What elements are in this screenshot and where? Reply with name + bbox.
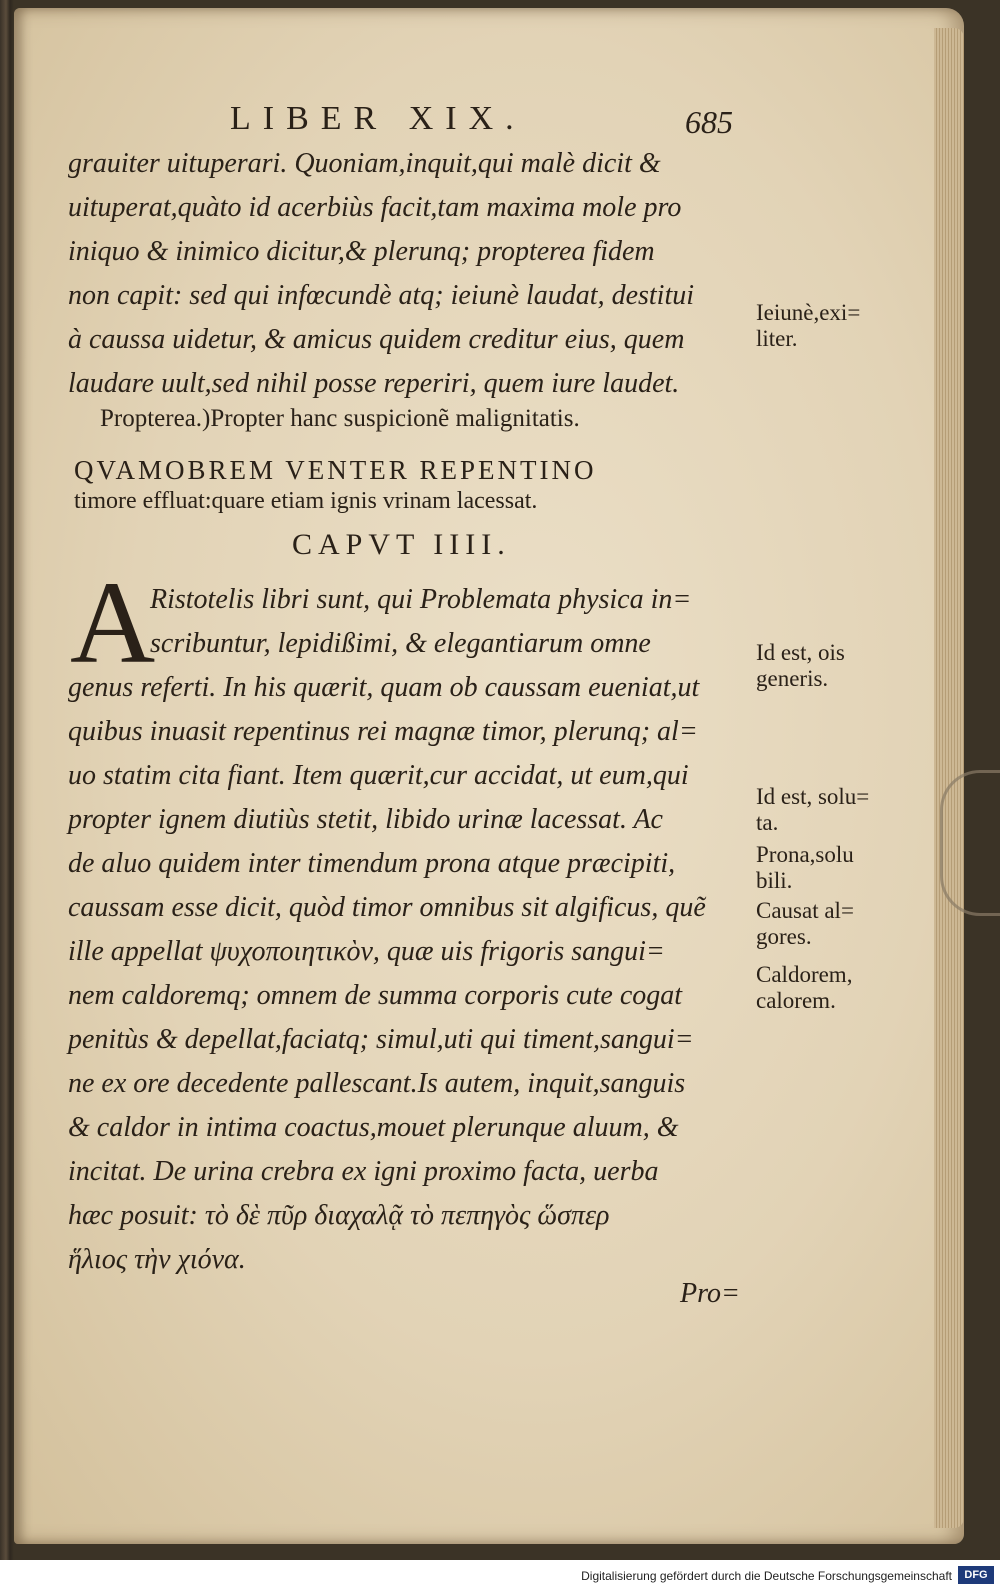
footer-bar <box>0 1560 1000 1591</box>
margin-note <box>756 898 906 950</box>
dfg-logo-icon: DFG <box>958 1566 994 1584</box>
text-line: grauiter uituperari. Quoniam,inquit,qui malè dicit & <box>68 148 661 179</box>
funding-credit: Digitalisierung gefördert durch die Deutsche Forschungsgemeinschaft <box>581 1569 952 1583</box>
margin-note-line: Ieiunè,exi= <box>756 300 861 325</box>
text-line: penitùs & depellat,faciatq; simul,uti qui timent,sangui= <box>68 1024 694 1055</box>
chapter-subheading: timore effluat:quare etiam ignis vrinam lacessat. <box>74 488 538 514</box>
margin-note-line: bili. <box>756 868 793 893</box>
text-line: scribuntur, lepidißimi, & elegantiarum omne <box>150 628 651 659</box>
text-line: caussam esse dicit, quòd timor omnibus sit algificus, quẽ <box>68 892 706 923</box>
text-line: à caussa uidetur, & amicus quidem creditur eius, quem <box>68 324 685 355</box>
margin-note <box>756 640 906 692</box>
text-line: ne ex ore decedente pallescant.Is autem, inquit,sanguis <box>68 1068 686 1099</box>
text-line: & caldor in intima coactus,mouet plerunque aluum, & <box>68 1112 679 1143</box>
text-line: ἥλιος τὴν χιόνα. <box>68 1244 246 1275</box>
text-line: laudare uult,sed nihil posse reperiri, quem iure laudet. <box>68 368 680 399</box>
page-header <box>230 100 770 140</box>
page-number: 685 <box>685 104 733 140</box>
text-line: uituperat,quàto id acerbiùs facit,tam maxima mole pro <box>68 192 682 223</box>
text-line: ille appellat ψυχοποιητικὸν, quæ uis frigoris sangui= <box>68 936 665 967</box>
chapter-text <box>68 578 768 1282</box>
text-line: non capit: sed qui infœcundè atq; ieiunè laudat, destitui <box>68 280 695 311</box>
margin-note-line: Prona,solu <box>756 842 854 867</box>
margin-note <box>756 842 906 894</box>
margin-note-line: Id est, solu= <box>756 784 870 809</box>
text-line: incitat. De urina crebra ex igni proximo facta, uerba <box>68 1156 659 1187</box>
gloss-line: Propterea.)Propter hanc suspicionẽ malignitatis. <box>100 405 580 432</box>
margin-note-line: Causat al= <box>756 898 854 923</box>
text-line: de aluo quidem inter timendum prona atque præcipiti, <box>68 848 676 879</box>
margin-note <box>756 784 906 836</box>
margin-note-line: liter. <box>756 326 798 351</box>
margin-note-line: gores. <box>756 924 812 949</box>
margin-note <box>756 962 906 1014</box>
catchword: Pro= <box>680 1278 740 1309</box>
chapter-number: CAPVT IIII. <box>292 528 511 561</box>
paragraph-continued <box>68 142 768 406</box>
text-line: propter ignem diutiùs stetit, libido urinæ lacessat. Ac <box>68 804 663 835</box>
text-line: iniquo & inimico dicitur,& plerunq; propterea fidem <box>68 236 655 267</box>
chapter-heading: QVAMOBREM VENTER REPENTINO <box>74 455 597 485</box>
text-line: hæc posuit: τὸ δὲ πῦρ διαχαλᾷ τὸ πεπηγὸς ὥσπερ <box>68 1200 610 1231</box>
margin-note-line: calorem. <box>756 988 836 1013</box>
text-line: uo statim cita fiant. Item quærit,cur accidat, ut eum,qui <box>68 760 689 791</box>
text-line: quibus inuasit repentinus rei magnæ timor, plerunq; al= <box>68 716 698 747</box>
drop-cap: A <box>70 557 156 688</box>
margin-note-line: ta. <box>756 810 779 835</box>
text-line: nem caldoremq; omnem de summa corporis cute cogat <box>68 980 683 1011</box>
running-head: LIBER XIX. <box>230 100 526 137</box>
page-clip <box>940 770 1000 916</box>
margin-note-line: generis. <box>756 666 829 691</box>
text-line: genus referti. In his quærit, quam ob caussam eueniat,ut <box>68 672 700 703</box>
margin-note-line: Caldorem, <box>756 962 853 987</box>
text-line: Ristotelis libri sunt, qui Problemata physica in= <box>150 584 692 615</box>
margin-note-line: Id est, ois <box>756 640 845 665</box>
margin-note <box>756 300 906 352</box>
